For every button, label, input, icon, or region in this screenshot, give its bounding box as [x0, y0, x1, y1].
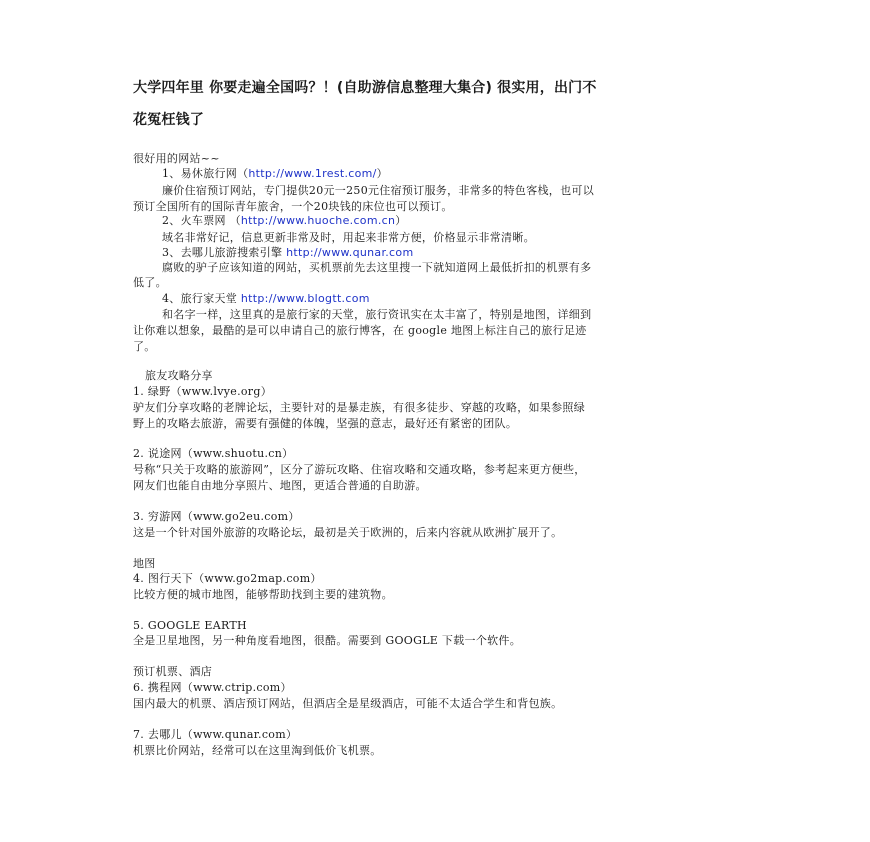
- site-2-label: 2、火车票网 （: [162, 214, 241, 227]
- site-2-label-tail: ）: [395, 214, 407, 227]
- site-4-desc-3: 了。: [133, 340, 156, 353]
- site-1-link[interactable]: http://www.1rest.com/: [248, 167, 377, 180]
- site-4-label: 4、旅行家天堂: [162, 292, 241, 305]
- document-title-line-1: 大学四年里 你要走遍全国吗？！(自助游信息整理大集合) 很实用，出门不: [133, 80, 597, 96]
- section-heading-sites: 很好用的网站~~: [133, 152, 220, 165]
- map-5-desc: 全是卫星地图，另一种角度看地图，很酷。需要到 GOOGLE 下载一个软件。: [133, 634, 522, 647]
- section-heading-booking: 预订机票、酒店: [133, 665, 213, 678]
- site-4-heading: [162, 291, 772, 306]
- guide-1-heading: 1. 绿野（www.lvye.org）: [133, 385, 273, 398]
- site-3-label: 3、去哪儿旅游搜索引擎: [162, 246, 287, 259]
- site-2-heading: [162, 213, 772, 228]
- guide-2-desc-1: 号称“只关于攻略的旅游网”，区分了游玩攻略、住宿攻略和交通攻略，参考起来更方便些，: [133, 463, 586, 476]
- site-1-desc-2: 预订全国所有的国际青年旅舍，一个20块钱的床位也可以预订。: [133, 200, 453, 213]
- booking-6-desc: 国内最大的机票、酒店预订网站，但酒店全是星级酒店，可能不太适合学生和背包族。: [133, 697, 563, 710]
- guide-2-desc-2: 网友们也能自由地分享照片、地图，更适合普通的自助游。: [133, 479, 427, 492]
- guide-3-desc: 这是一个针对国外旅游的攻略论坛，最初是关于欧洲的，后来内容就从欧洲扩展开了。: [133, 526, 563, 539]
- site-3-link[interactable]: http://www.qunar.com: [286, 246, 414, 259]
- site-4-desc-1: 和名字一样，这里真的是旅行家的天堂，旅行资讯实在太丰富了，特别是地图，详细到: [162, 308, 592, 321]
- booking-7-desc: 机票比价网站，经常可以在这里淘到低价飞机票。: [133, 744, 382, 757]
- site-3-heading: [162, 245, 772, 260]
- site-4-desc-2: 让你难以想象，最酷的是可以申请自己的旅行博客，在 google 地图上标注自己的旅行足迹: [133, 324, 587, 337]
- guide-2-heading: 2. 说途网（www.shuotu.cn）: [133, 447, 294, 460]
- site-2-desc: 域名非常好记，信息更新非常及时，用起来非常方便，价格显示非常清晰。: [162, 231, 535, 244]
- map-4-heading: 4. 图行天下（www.go2map.com）: [133, 572, 322, 585]
- booking-6-heading: 6. 携程网（www.ctrip.com）: [133, 681, 292, 694]
- guide-3-heading: 3. 穷游网（www.go2eu.com）: [133, 510, 300, 523]
- site-4-link[interactable]: http://www.blogtt.com: [240, 292, 370, 305]
- site-1-heading: [162, 166, 772, 181]
- section-heading-guides: 旅友攻略分享: [145, 369, 213, 382]
- site-3-desc-2: 低了。: [133, 276, 167, 289]
- site-1-label-tail: ）: [376, 167, 388, 180]
- map-4-desc: 比较方便的城市地图，能够帮助找到主要的建筑物。: [133, 588, 393, 601]
- guide-1-desc-1: 驴友们分享攻略的老牌论坛，主要针对的是暴走族，有很多徒步、穿越的攻略，如果参照绿: [133, 401, 585, 414]
- site-2-link[interactable]: http://www.huoche.com.cn: [240, 214, 396, 227]
- site-3-desc-1: 腐败的驴子应该知道的网站，买机票前先去这里搜一下就知道网上最低折扣的机票有多: [162, 261, 592, 274]
- map-5-heading: 5. GOOGLE EARTH: [133, 619, 247, 632]
- document-title-line-2: 花冤枉钱了: [133, 112, 204, 128]
- site-1-label: 1、易休旅行网（: [162, 167, 249, 180]
- guide-1-desc-2: 野上的攻略去旅游，需要有强健的体魄，坚强的意志，最好还有紧密的团队。: [133, 417, 518, 430]
- site-1-desc-1: 廉价住宿预订网站，专门提供20元一250元住宿预订服务，非常多的特色客栈，也可以: [162, 184, 594, 197]
- booking-7-heading: 7. 去哪儿（www.qunar.com）: [133, 728, 298, 741]
- section-heading-map: 地图: [133, 557, 156, 570]
